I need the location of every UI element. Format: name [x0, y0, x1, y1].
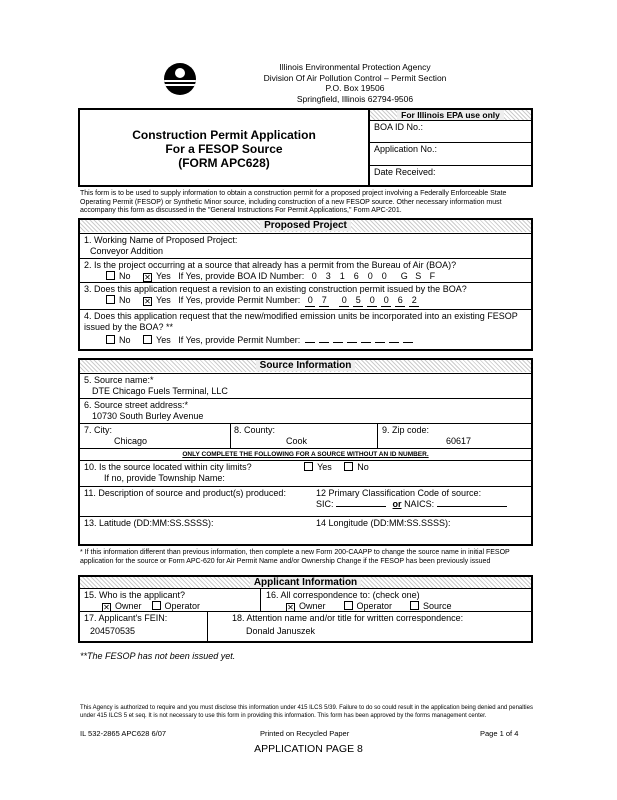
- q16-source-label: Source: [423, 601, 452, 611]
- q2-label: 2. Is the project occurring at a source that already has a permit from the Bureau of Air (BOA)?: [84, 260, 457, 270]
- permit-number[interactable]: [305, 295, 423, 305]
- q3-yes-checkbox[interactable]: ✕: [144, 297, 151, 306]
- title-box: [78, 108, 533, 187]
- q6-street-address[interactable]: [80, 398, 531, 423]
- q8-county[interactable]: [234, 425, 374, 447]
- applicant-information-header: Applicant Information: [80, 577, 531, 588]
- q6-value: 10730 South Burley Avenue: [92, 411, 204, 421]
- application-page-label: APPLICATION PAGE 8: [254, 743, 363, 755]
- title-line-2: For a FESOP Source: [165, 142, 283, 156]
- po-box: P.O. Box 19506: [325, 83, 385, 93]
- digit: 0: [305, 295, 315, 307]
- date-received-field[interactable]: Date Received:: [370, 165, 531, 185]
- digit: S: [415, 271, 422, 281]
- agency-address: [200, 62, 510, 104]
- q18-label: 18. Attention name and/or title for written correspondence:: [232, 613, 464, 623]
- q5-value: DTE Chicago Fuels Terminal, LLC: [92, 386, 228, 396]
- recycled-paper-note: Printed on Recycled Paper: [260, 729, 350, 738]
- title-line-1: Construction Permit Application: [132, 128, 316, 142]
- or-label: or: [392, 499, 402, 509]
- q16-owner-label: Owner: [299, 601, 326, 611]
- q17-fein[interactable]: [84, 613, 167, 637]
- digit: 0: [367, 295, 377, 307]
- q6-label: 6. Source street address:*: [84, 400, 189, 410]
- q16-correspondence: [266, 590, 452, 612]
- q18-attention[interactable]: [232, 613, 463, 637]
- q7-value: Chicago: [114, 436, 148, 446]
- q16-source-checkbox[interactable]: [410, 601, 419, 610]
- q4-no-checkbox[interactable]: [106, 335, 115, 344]
- q15-applicant: [84, 590, 200, 612]
- q11-q12-row: [80, 486, 531, 516]
- digit: 5: [353, 295, 363, 307]
- q10-yes-label: Yes: [317, 462, 332, 472]
- boa-id-number[interactable]: [309, 271, 441, 281]
- q18-value: Donald Januszek: [246, 626, 316, 636]
- q16-operator-label: Operator: [356, 601, 393, 611]
- q17-label: 17. Applicant's FEIN:: [84, 613, 168, 623]
- q3-yes-label: Yes: [156, 295, 171, 305]
- fesop-note: **The FESOP has not been issued yet.: [80, 651, 236, 661]
- q2-no-checkbox[interactable]: [106, 271, 115, 280]
- source-information-section: [78, 358, 533, 546]
- q2-existing-permit: [80, 258, 531, 282]
- city-county-zip-row: [80, 423, 531, 448]
- q7-label: 7. City:: [84, 425, 113, 435]
- digit: 0: [339, 295, 349, 307]
- boa-id-field[interactable]: BOA ID No.:: [370, 120, 531, 142]
- q2-prompt: If Yes, provide BOA ID Number:: [178, 271, 305, 281]
- q15-operator-checkbox[interactable]: [152, 601, 161, 610]
- sic-label: SIC:: [316, 499, 334, 509]
- township-label: If no, provide Township Name:: [104, 473, 225, 483]
- digit: G: [400, 271, 408, 281]
- q16-label: 16. All correspondence to: (check one): [266, 590, 420, 600]
- q2-yes-label: Yes: [156, 271, 171, 281]
- q9-label: 9. Zip code:: [382, 425, 430, 435]
- q9-zip[interactable]: [382, 425, 522, 447]
- q10-yes-checkbox[interactable]: [304, 462, 313, 471]
- q5-source-name[interactable]: [80, 373, 531, 398]
- q10-label: 10. Is the source located within city limits?: [84, 462, 252, 472]
- illinois-epa-logo: [164, 63, 196, 95]
- q15-label: 15. Who is the applicant?: [84, 590, 186, 600]
- digit: F: [427, 271, 437, 283]
- q17-q18-row: [80, 611, 531, 642]
- q12-label: 12 Primary Classification Code of source:: [316, 488, 482, 498]
- q4-prompt: If Yes, provide Permit Number:: [178, 335, 301, 345]
- q3-label: 3. Does this application request a revision to an existing construction permit issued by the BOA?: [84, 284, 467, 294]
- digit: 0: [381, 295, 391, 307]
- q3-no-label: No: [119, 295, 131, 305]
- q4-fesop-incorporation: [80, 309, 531, 349]
- form-id: IL 532-2865 APC628 6/07: [80, 729, 167, 738]
- proposed-project-header: Proposed Project: [80, 220, 531, 232]
- application-no-field[interactable]: Application No.:: [370, 142, 531, 165]
- q10-no-label: No: [357, 462, 369, 472]
- q15-owner-label: Owner: [115, 601, 142, 611]
- digit: 3: [323, 271, 333, 283]
- naics-label: NAICS:: [404, 499, 435, 509]
- epa-use-header: For Illinois EPA use only: [370, 110, 531, 120]
- q3-permit-revision: [80, 282, 531, 309]
- digit: 2: [409, 295, 419, 307]
- q5-label: 5. Source name:*: [84, 375, 154, 385]
- q13-q14-row: [80, 516, 531, 544]
- fesop-permit-number-blank[interactable]: [305, 335, 417, 345]
- q15-operator-label: Operator: [164, 601, 201, 611]
- disclosure-text: This Agency is authorized to require and you must disclose this information under 415 ILCS 5/39. Failure to do so could result in the application being denied and penalties under 415 ILCS 5 et seq. It is not necessary to use this form in providing this information. This form has been approved by the forms management center.: [80, 705, 533, 719]
- q13-latitude[interactable]: 13. Latitude (DD:MM:SS.SSSS):: [84, 518, 214, 528]
- proposed-project-section: [78, 218, 533, 351]
- epa-use-box: [368, 110, 531, 185]
- q17-value: 204570535: [90, 626, 136, 636]
- q3-prompt: If Yes, provide Permit Number:: [178, 295, 301, 305]
- q7-city[interactable]: [84, 425, 224, 447]
- digit: 1: [337, 271, 347, 283]
- digit: 0: [365, 271, 375, 283]
- q8-value: Cook: [286, 436, 308, 446]
- q11-description[interactable]: 11. Description of source and product(s) produced:: [84, 488, 286, 498]
- intro-text: This form is to be used to supply information to obtain a construction permit for a proposed project involving a Federally Enforceable State Operating Permit (FESOP) or Synthetic Minor source, including construction of a new FESOP source. Other necessary information must accompany this form as discussed in the "General Instructions For Permit Applications," Form APC-201.: [80, 190, 507, 214]
- digit: 0: [309, 271, 319, 283]
- page-number: Page 1 of 4: [480, 729, 519, 738]
- digit: 7: [319, 295, 329, 307]
- q1-label: 1. Working Name of Proposed Project:: [84, 235, 238, 245]
- q15-owner-checkbox[interactable]: ✕: [103, 603, 110, 612]
- q16-owner-checkbox[interactable]: ✕: [287, 603, 294, 612]
- title-line-3: (FORM APC628): [178, 156, 270, 170]
- source-information-header: Source Information: [80, 360, 531, 372]
- form-title: [80, 128, 368, 170]
- q10-city-limits: [80, 460, 531, 486]
- q2-no-label: No: [119, 271, 131, 281]
- q4-no-label: No: [119, 335, 131, 345]
- q16-operator-checkbox[interactable]: [344, 601, 353, 610]
- q4-label: 4. Does this application request that the new/modified emission units be incorporated into an existing FESOP issued by the BOA? **: [84, 311, 518, 332]
- q4-yes-label: Yes: [156, 335, 171, 345]
- q3-no-checkbox[interactable]: [106, 295, 115, 304]
- digit: 6: [395, 295, 405, 307]
- q15-q16-row: [80, 588, 531, 611]
- q9-value: 60617: [446, 436, 472, 446]
- city-state-zip: Springfield, Illinois 62794-9506: [296, 93, 414, 104]
- source-footnote: * If this information different than previous information, then complete a new Form 200-CAAPP to change the source name in initial FESOP application for the source or Form APC-620 for Air Permit Name and/or Ownership Change if the FESOP has been previously issued: [80, 549, 510, 565]
- agency-name: Illinois Environmental Protection Agency: [279, 62, 431, 72]
- q14-longitude[interactable]: 14 Longitude (DD:MM:SS.SSSS):: [316, 518, 451, 528]
- q12-classification[interactable]: [316, 488, 531, 510]
- q4-yes-checkbox[interactable]: [143, 335, 152, 344]
- digit: 0: [379, 271, 389, 283]
- q1-project-name[interactable]: [80, 233, 531, 258]
- q8-label: 8. County:: [234, 425, 276, 435]
- only-complete-note: ONLY COMPLETE THE FOLLOWING FOR A SOURCE WITHOUT AN ID NUMBER.: [80, 448, 531, 460]
- q2-yes-checkbox[interactable]: ✕: [144, 273, 151, 282]
- q10-no-checkbox[interactable]: [344, 462, 353, 471]
- q1-value: Conveyor Addition: [90, 246, 164, 256]
- digit: 6: [351, 271, 361, 283]
- applicant-information-section: [78, 575, 533, 643]
- division-name: Division Of Air Pollution Control – Permit Section: [263, 72, 447, 83]
